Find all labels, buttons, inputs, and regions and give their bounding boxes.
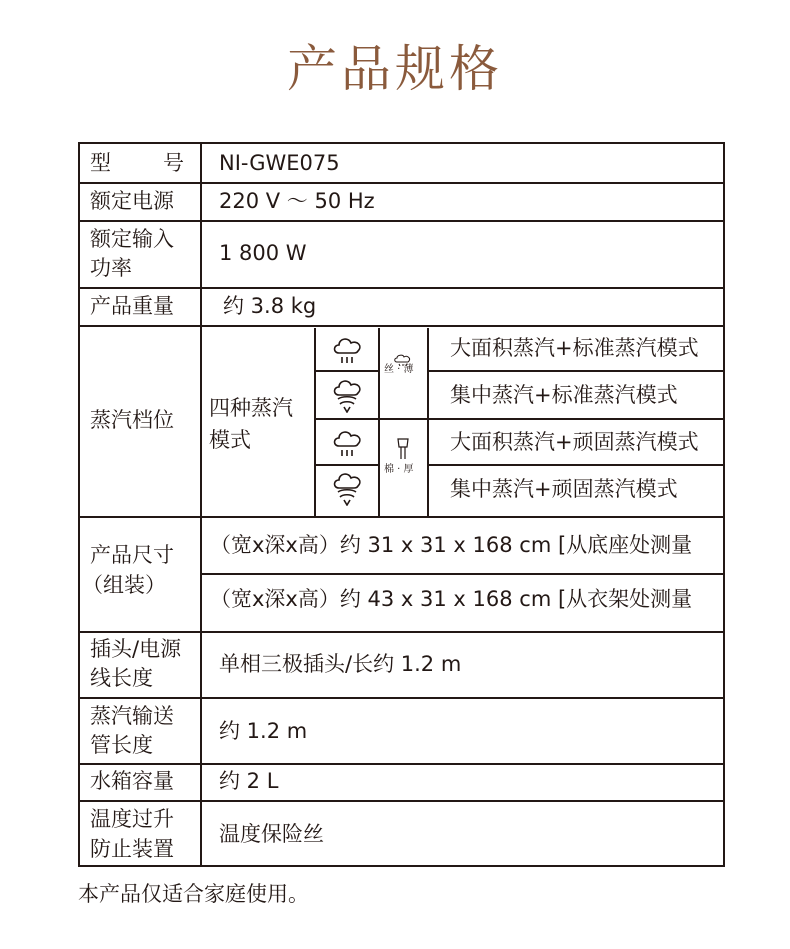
divider: [200, 144, 202, 865]
divider: [80, 325, 723, 327]
model-value: NI-GWE075: [219, 151, 340, 175]
divider: [80, 631, 723, 633]
divider: [80, 800, 723, 802]
divider: [427, 370, 723, 372]
model-label: 号: [163, 151, 184, 175]
protect-label: 防止装置: [90, 837, 174, 861]
steam-group-label: 四种蒸汽: [209, 396, 293, 420]
divider: [314, 418, 723, 420]
size-value: （宽x深x高）约 31 x 31 x 168 cm [从底座处测量: [210, 533, 693, 557]
power-supply-label: 额定电源: [90, 189, 174, 213]
divider: [80, 763, 723, 765]
steam-mode-1: 大面积蒸汽+标准蒸汽模式: [450, 336, 699, 360]
steam-wide-icon: [330, 426, 364, 458]
plug-label: 插头/电源: [90, 637, 182, 661]
weight-value: 约 3.8 kg: [223, 294, 317, 318]
size-label: （组装）: [82, 573, 166, 597]
divider: [314, 464, 378, 466]
divider: [200, 573, 723, 575]
hose-label: 蒸汽输送: [90, 704, 174, 728]
divider: [427, 328, 429, 516]
steam-mode-4: 集中蒸汽+顽固蒸汽模式: [450, 477, 678, 501]
input-power-label: 功率: [90, 256, 132, 280]
steam-concentrated-icon: [330, 470, 364, 506]
divider: [427, 464, 723, 466]
input-power-value: 1 800 W: [219, 241, 307, 265]
steam-label: 蒸汽档位: [90, 408, 174, 432]
divider: [80, 287, 723, 289]
page-title: 产品规格: [287, 40, 503, 98]
hose-label: 管长度: [90, 733, 153, 757]
thick-fabric-icon: [396, 437, 410, 461]
protect-label: 温度过升: [90, 807, 174, 831]
fabric-thick-label: 棉 · 厚: [384, 464, 414, 475]
tank-value: 约 2 L: [219, 769, 279, 793]
divider: [80, 516, 723, 518]
size-label: 产品尺寸: [90, 543, 174, 567]
steam-wide-icon: [330, 333, 364, 365]
steam-mode-2: 集中蒸汽+标准蒸汽模式: [450, 383, 678, 407]
input-power-label: 额定输入: [90, 227, 174, 251]
spec-table: [78, 142, 725, 867]
weight-label: 产品重量: [90, 294, 174, 318]
divider: [314, 370, 378, 372]
plug-label: 线长度: [90, 666, 153, 690]
model-label: 型: [90, 151, 111, 175]
hose-value: 约 1.2 m: [219, 719, 308, 743]
plug-value: 单相三极插头/长约 1.2 m: [219, 652, 462, 676]
divider: [80, 182, 723, 184]
footer-note: 本产品仅适合家庭使用。: [78, 882, 309, 906]
protect-value: 温度保险丝: [219, 822, 324, 846]
steam-mode-3: 大面积蒸汽+顽固蒸汽模式: [450, 430, 699, 454]
fabric-thin-label: 丝 · 薄: [384, 364, 414, 375]
tank-label: 水箱容量: [90, 769, 174, 793]
steam-group-label: 模式: [209, 428, 251, 452]
power-supply-value: 220 V ～ 50 Hz: [219, 189, 375, 213]
divider: [80, 220, 723, 222]
size-value: （宽x深x高）约 43 x 31 x 168 cm [从衣架处测量: [210, 587, 693, 611]
divider: [314, 328, 316, 516]
divider: [80, 697, 723, 699]
divider: [378, 328, 380, 516]
steam-concentrated-icon: [330, 377, 364, 413]
